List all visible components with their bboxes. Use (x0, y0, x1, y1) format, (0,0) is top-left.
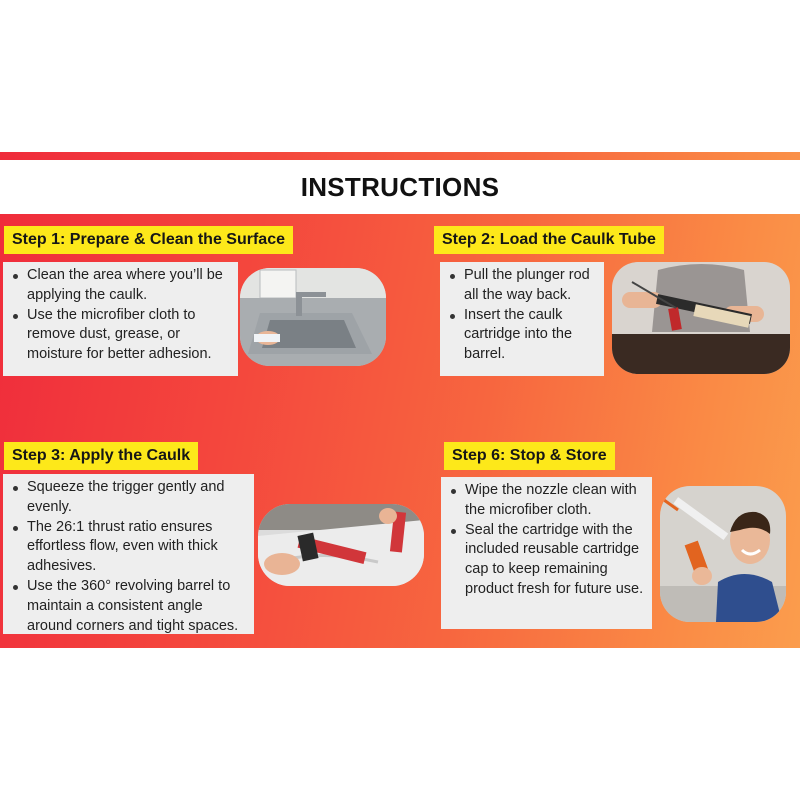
step-6-label: Step 6: Stop & Store (444, 442, 615, 470)
smiling-man-with-caulk-gun-photo (660, 486, 786, 622)
step-3-bullet: The 26:1 thrust ratio ensures effortless flow, even with thick adhesives. (11, 518, 246, 577)
step-3-label: Step 3: Apply the Caulk (4, 442, 198, 470)
step-3-bullet: Squeeze the trigger gently and evenly. (11, 478, 246, 518)
step-6-text-box (441, 477, 652, 629)
step-1-bullet: Clean the area where you’ll be applying the caulk. (11, 266, 230, 306)
applying-caulk-photo (258, 504, 424, 586)
step-2-label: Step 2: Load the Caulk Tube (434, 226, 664, 254)
step-1-bullet: Use the microfiber cloth to remove dust, grease, or moisture for better adhesion. (11, 306, 230, 365)
step-6-bullet: Seal the cartridge with the included reusable cartridge cap to keep remaining product fresh for future use. (449, 521, 644, 600)
step-1-label: Step 1: Prepare & Clean the Surface (4, 226, 293, 254)
step-1-text-box (3, 262, 238, 376)
step-3-bullet: Use the 360° revolving barrel to maintain a consistent angle around corners and tight spaces. (11, 577, 246, 636)
step-3-text-box (3, 474, 254, 634)
step-2-text-box (440, 262, 604, 376)
step-6-bullet: Wipe the nozzle clean with the microfiber cloth. (449, 481, 644, 521)
sink-cleaning-photo (240, 268, 386, 366)
step-2-bullet: Pull the plunger rod all the way back. (448, 266, 596, 306)
page-title: INSTRUCTIONS (300, 171, 500, 202)
instructions-banner (0, 152, 800, 648)
loading-caulk-gun-photo (612, 262, 790, 374)
title-bar (0, 160, 800, 214)
step-2-bullet: Insert the caulk cartridge into the barrel. (448, 306, 596, 365)
